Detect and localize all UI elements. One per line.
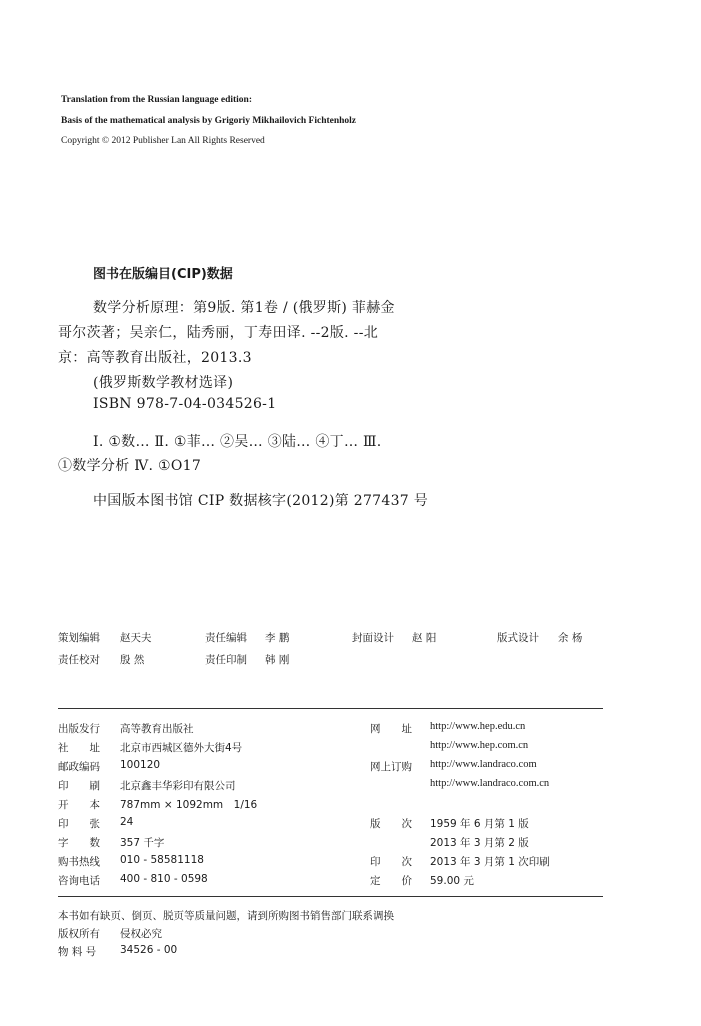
- material-number-value: 34526 - 00: [120, 944, 178, 956]
- staff-value: 李 鹏: [265, 632, 290, 644]
- pub-label: 社 址: [58, 742, 100, 754]
- pub-label: 咨询电话: [58, 875, 100, 887]
- pub-label: 印 张: [58, 818, 100, 830]
- copyright-line: Copyright © 2012 Publisher Lan All Rights Reserved: [61, 136, 265, 146]
- pub-label: 字 数: [58, 837, 100, 849]
- divider-top: [58, 708, 603, 709]
- web-link-1[interactable]: http://www.hep.edu.cn: [430, 721, 526, 732]
- price-label: 定 价: [370, 875, 412, 887]
- cip-line-1: 数学分析原理：第9版. 第1卷 / (俄罗斯) 菲赫金: [93, 300, 395, 316]
- staff-label: 责任编辑: [205, 632, 247, 644]
- order-link-2[interactable]: http://www.landraco.com.cn: [430, 778, 550, 789]
- pub-value: 24: [120, 816, 134, 828]
- print-value: 2013 年 3 月第 1 次印刷: [430, 856, 550, 868]
- print-label: 印 次: [370, 856, 412, 868]
- cip-class-line-1: Ⅰ. ①数… Ⅱ. ①菲… ②吴… ③陆… ④丁… Ⅲ.: [93, 434, 382, 450]
- cip-line-2: 哥尔茨著；吴亲仁，陆秀丽，丁寿田译. --2版. --北: [58, 325, 379, 341]
- staff-label: 策划编辑: [58, 632, 100, 644]
- staff-value: 余 杨: [558, 632, 583, 644]
- cip-line-3: 京：高等教育出版社，2013.3: [58, 350, 252, 366]
- pub-value: 高等教育出版社: [120, 723, 194, 735]
- pub-label: 邮政编码: [58, 761, 100, 773]
- pub-label: 出版发行: [58, 723, 100, 735]
- pub-value: 100120: [120, 759, 161, 771]
- staff-value: 赵天夫: [120, 632, 152, 644]
- order-label: 网上订购: [370, 761, 412, 773]
- pub-label: 开 本: [58, 799, 100, 811]
- cip-isbn: ISBN 978-7-04-034526-1: [93, 396, 277, 412]
- price-value: 59.00 元: [430, 875, 474, 887]
- cip-title: 图书在版编目(CIP)数据: [93, 267, 233, 282]
- material-number-label: 物 料 号: [58, 946, 97, 958]
- pub-value: 北京鑫丰华彩印有限公司: [120, 780, 236, 792]
- pub-label: 印 刷: [58, 780, 100, 792]
- web-link-2[interactable]: http://www.hep.com.cn: [430, 740, 529, 751]
- cip-class-line-2: ①数学分析 Ⅳ. ①O17: [58, 458, 202, 474]
- divider-bottom: [58, 896, 603, 897]
- staff-value: 殷 然: [120, 654, 145, 666]
- pub-label: 购书热线: [58, 856, 100, 868]
- pub-value: 357 千字: [120, 837, 165, 849]
- quality-notice: 本书如有缺页、倒页、脱页等质量问题，请到所购图书销售部门联系调换: [58, 910, 394, 922]
- staff-label: 版式设计: [497, 632, 539, 644]
- staff-label: 封面设计: [352, 632, 394, 644]
- pub-value: 010 - 58581118: [120, 854, 204, 866]
- cip-series: (俄罗斯数学教材选译): [93, 375, 234, 391]
- edition-first: 1959 年 6 月第 1 版: [430, 818, 529, 830]
- original-title: Basis of the mathematical analysis by Grigoriy Mikhailovich Fichtenholz: [61, 116, 357, 126]
- pub-value: 北京市西城区德外大街4号: [120, 742, 243, 754]
- staff-value: 韩 刚: [265, 654, 290, 666]
- pub-value: 400 - 810 - 0598: [120, 873, 208, 885]
- staff-value: 赵 阳: [412, 632, 437, 644]
- staff-label: 责任印制: [205, 654, 247, 666]
- edition-second: 2013 年 3 月第 2 版: [430, 837, 529, 849]
- web-label: 网 址: [370, 723, 412, 735]
- translation-note: Translation from the Russian language edition:: [61, 95, 252, 105]
- cip-record-number: 中国版本图书馆 CIP 数据核字(2012)第 277437 号: [93, 493, 429, 509]
- staff-label: 责任校对: [58, 654, 100, 666]
- rights-label: 版权所有: [58, 928, 100, 940]
- rights-value: 侵权必究: [120, 928, 162, 940]
- order-link-1[interactable]: http://www.landraco.com: [430, 759, 537, 770]
- pub-value: 787mm × 1092mm 1/16: [120, 799, 258, 811]
- edition-label: 版 次: [370, 818, 412, 830]
